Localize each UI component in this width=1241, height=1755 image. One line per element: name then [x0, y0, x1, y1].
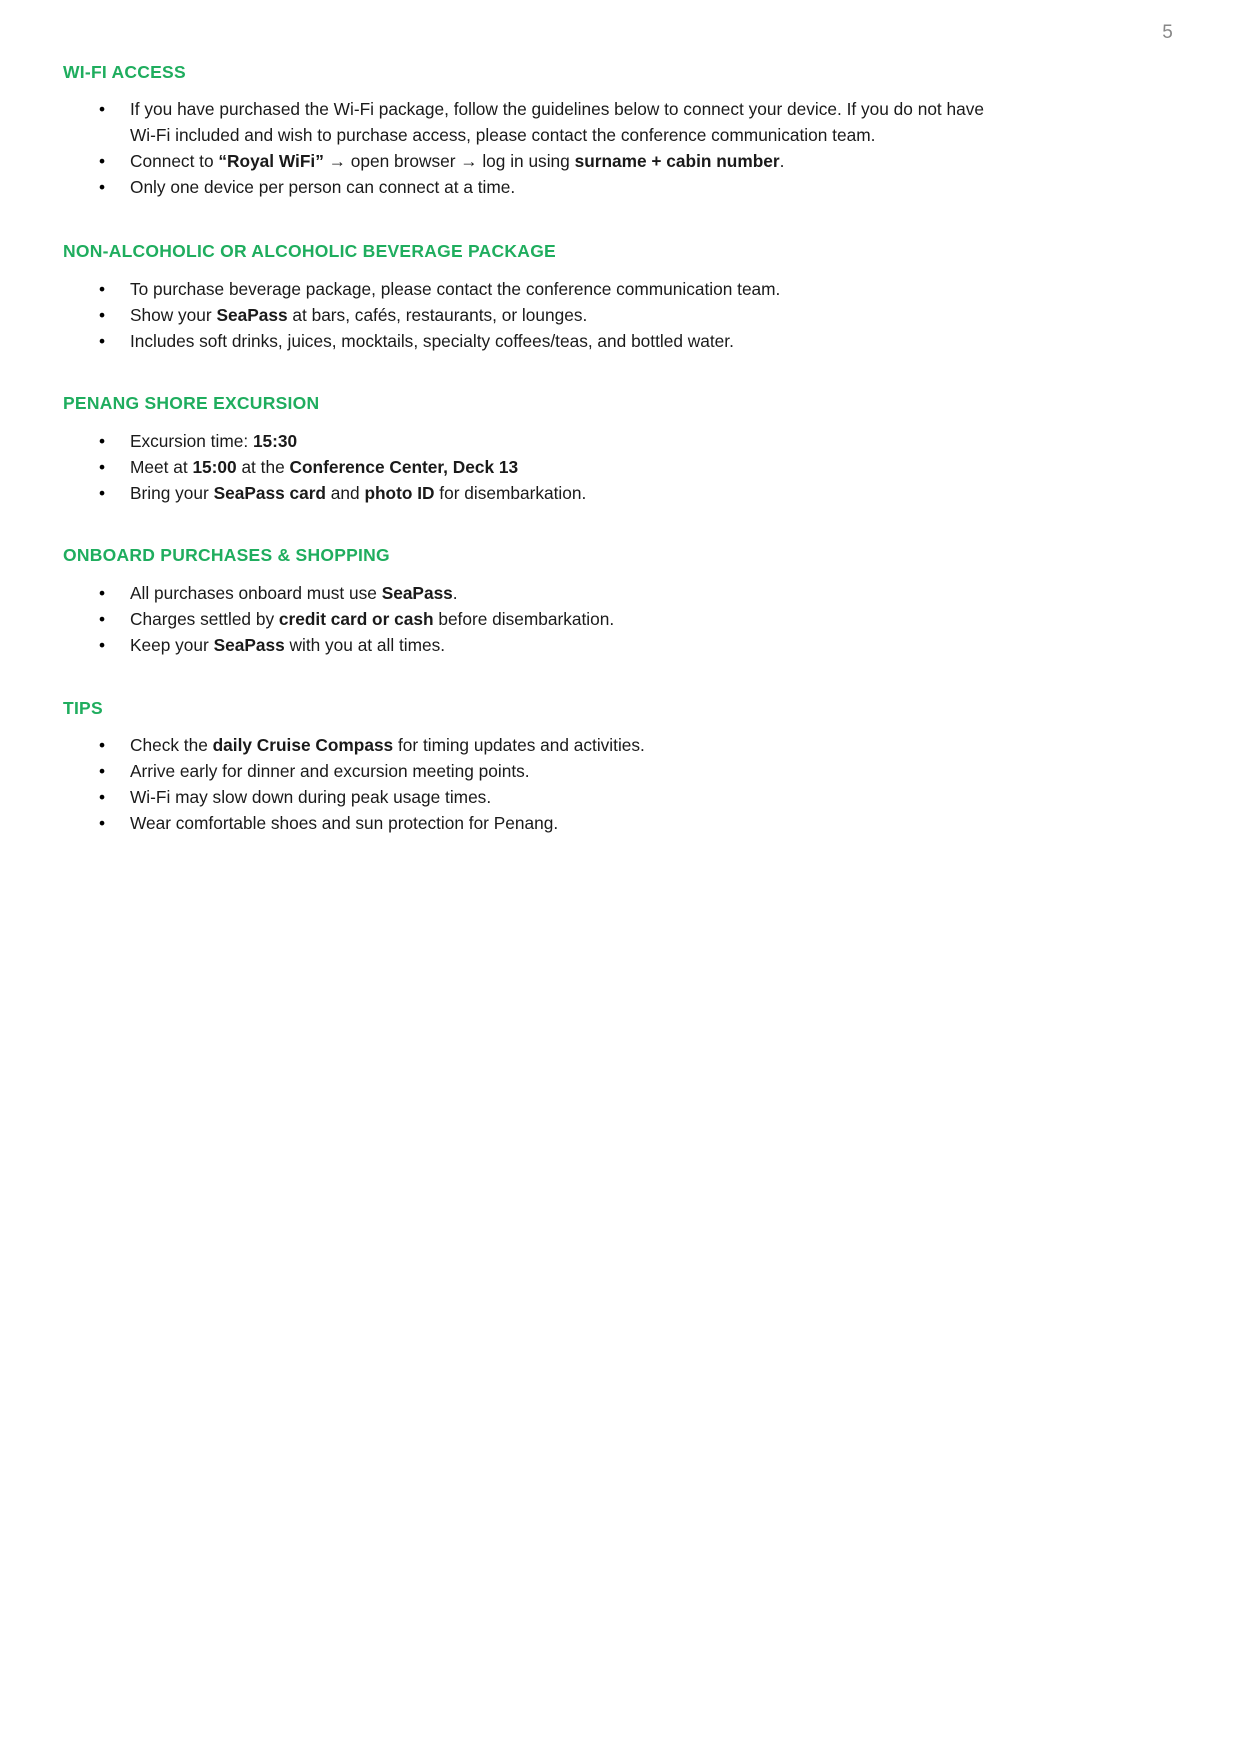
section-heading-beverage-package: NON-ALCOHOLIC OR ALCOHOLIC BEVERAGE PACKAGE: [63, 240, 556, 261]
bullet-icon: •: [99, 98, 106, 119]
list-item: [63, 328, 1010, 354]
bullet-icon: •: [99, 608, 106, 629]
section-spacer: [63, 200, 1063, 241]
list-item-text: To purchase beverage package, please contact the conference communication team.: [130, 278, 781, 299]
bullet-icon: •: [99, 582, 106, 603]
bullet-list-onboard-purchases-shopping: [63, 580, 1063, 658]
bullet-list-beverage-package: [63, 276, 1063, 354]
list-item-text: Arrive early for dinner and excursion meeting points.: [130, 761, 530, 782]
list-item-text: Bring your SeaPass card and photo ID for disembarkation.: [130, 482, 587, 503]
list-item: [63, 428, 1010, 454]
bullet-icon: •: [99, 430, 106, 451]
list-item-text: Connect to “Royal WiFi” → open browser → log in using surname + cabin number.: [130, 150, 785, 171]
list-item: [63, 148, 1010, 174]
list-item-text: Keep your SeaPass with you at all times.: [130, 634, 446, 655]
bullet-icon: •: [99, 813, 106, 834]
bullet-icon: •: [99, 330, 106, 351]
section-spacer: [63, 354, 1063, 393]
section-heading-wifi-access: WI-FI ACCESS: [63, 62, 186, 82]
list-item-text: Only one device per person can connect at a time.: [130, 176, 516, 197]
list-item-text: Includes soft drinks, juices, mocktails, specialty coffees/teas, and bottled water.: [130, 330, 734, 351]
bullet-list-wifi-access: [63, 96, 1063, 200]
list-item-text: Excursion time: 15:30: [130, 430, 298, 451]
section-heading-penang-shore-excursion: PENANG SHORE EXCURSION: [63, 392, 320, 413]
section-onboard-purchases-shopping: [63, 545, 1063, 658]
list-item: [63, 580, 1010, 606]
list-item: [63, 632, 1010, 658]
list-item: [63, 606, 1010, 632]
bullet-icon: •: [99, 176, 106, 197]
bullet-icon: •: [99, 787, 106, 808]
list-item: [63, 810, 1010, 836]
list-item-text: Meet at 15:00 at the Conference Center, Deck 13: [130, 456, 519, 477]
bullet-icon: •: [99, 278, 106, 299]
section-heading-onboard-purchases-shopping: ONBOARD PURCHASES & SHOPPING: [63, 544, 390, 565]
list-item: [63, 276, 1010, 302]
bullet-icon: •: [99, 634, 106, 655]
list-item-text: Wear comfortable shoes and sun protection for Penang.: [130, 813, 559, 834]
list-item: [63, 480, 1010, 506]
bullet-icon: •: [99, 761, 106, 782]
bullet-icon: •: [99, 735, 106, 756]
page-number: 5: [1162, 22, 1173, 43]
list-item: [63, 454, 1010, 480]
list-item: [63, 758, 1010, 784]
bullet-list-tips: [63, 732, 1063, 836]
list-item: [63, 732, 1010, 758]
list-item-text: Check the daily Cruise Compass for timing updates and activities.: [130, 735, 645, 756]
list-item: [63, 302, 1010, 328]
section-penang-shore-excursion: [63, 393, 1063, 506]
list-item-text: Show your SeaPass at bars, cafés, restaurants, or lounges.: [130, 304, 588, 325]
section-spacer: [63, 506, 1063, 545]
list-item: [63, 96, 1010, 148]
list-item-text: Charges settled by credit card or cash before disembarkation.: [130, 608, 615, 629]
list-item-text: If you have purchased the Wi-Fi package, follow the guidelines below to connect your device. If you do not have Wi-Fi included and wish to purchase access, please contact the conference communication team.: [130, 98, 985, 145]
list-item: [63, 784, 1010, 810]
section-wifi-access: [63, 62, 1063, 200]
section-beverage-package: [63, 241, 1063, 354]
bullet-icon: •: [99, 304, 106, 325]
bullet-list-penang-shore-excursion: [63, 428, 1063, 506]
section-spacer: [63, 658, 1063, 698]
bullet-icon: •: [99, 482, 106, 503]
bullet-icon: •: [99, 150, 106, 171]
section-heading-tips: TIPS: [63, 697, 103, 718]
section-tips: [63, 698, 1063, 837]
document-body: [63, 62, 1063, 836]
list-item-text: All purchases onboard must use SeaPass.: [130, 582, 458, 603]
list-item-text: Wi-Fi may slow down during peak usage times.: [130, 787, 492, 808]
bullet-icon: •: [99, 456, 106, 477]
list-item: [63, 174, 1010, 200]
